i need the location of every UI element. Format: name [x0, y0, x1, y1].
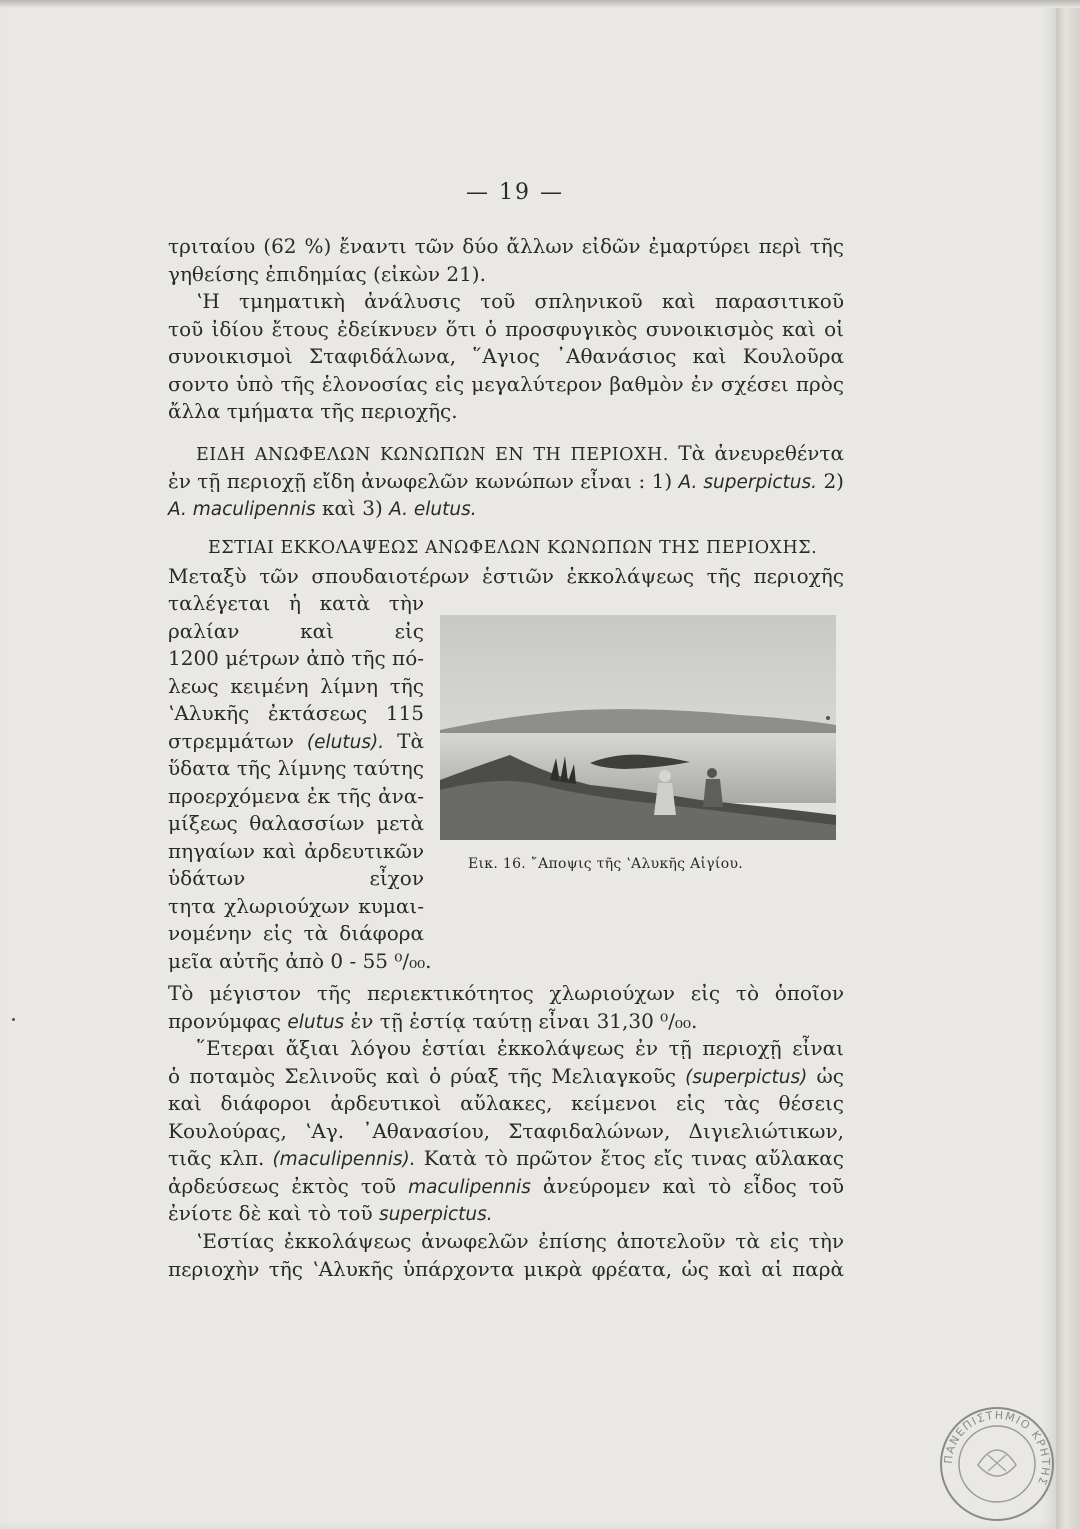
- text-line: γηθείσης ἐπιδημίας (εἰκὼν 21).: [168, 261, 486, 286]
- species-name: A. superpictus.: [678, 471, 818, 493]
- species-name: maculipennis: [408, 1176, 531, 1198]
- species-line: ἐν τῇ περιοχῇ εἴδη ἀνωφελῶν κωνώπων εἶναι : 1) A. superpictus. 2): [168, 468, 844, 493]
- text-line: ʽΗ τμηματικὴ ἀνάλυσις τοῦ σπληνικοῦ καὶ παρασιτικοῦ: [196, 289, 844, 313]
- species-name: (elutus).: [306, 731, 385, 753]
- species-line: A. maculipennis καὶ 3) A. elutus.: [168, 496, 477, 520]
- species-name: superpictus.: [378, 1204, 493, 1225]
- text-line: τοῦ ἰδίου ἔτους ἐδείκνυεν ὅτι ὁ προσφυγικὸς συνοικισμὸς καὶ οἱ: [168, 316, 844, 341]
- paragraph-other-foci: [168, 1035, 844, 1228]
- photo-caption: Εικ. 16. ῎Αποψις τῆς ʽΑλυκῆς Αἰγίου.: [468, 856, 744, 872]
- text-line: ἄλλα τμήματα τῆς περιοχῆς.: [168, 399, 458, 423]
- text-line: προερχόμενα ἐκ τῆς ἀνα-: [168, 783, 424, 808]
- speck: [12, 1018, 15, 1021]
- speck: [826, 716, 830, 720]
- text-line: σοντο ὑπὸ τῆς ἑλονοσίας εἰς μεγαλύτερον βαθμὸν ἐν σχέσει πρὸς: [168, 371, 844, 396]
- text-line: 1200 μέτρων ἀπὸ τῆς πό-: [168, 646, 424, 670]
- text-line: περιοχὴν τῆς ʽΑλυκῆς ὑπάρχοντα μικρὰ φρέατα, ὡς καὶ αἱ παρὰ: [168, 1256, 844, 1281]
- text-line: Τὸ μέγιστον τῆς περιεκτικότητος χλωριούχων εἰς τὸ ὁποῖον: [168, 981, 844, 1005]
- species-section: [168, 440, 844, 523]
- text-line: ραλίαν καὶ εἰς: [168, 618, 424, 643]
- species-name: (maculipennis).: [272, 1149, 416, 1170]
- text-line: ὕδατα τῆς λίμνης ταύτης: [168, 756, 424, 780]
- text-line: Μεταξὺ τῶν σπουδαιοτέρων ἑστιῶν ἐκκολάψεως τῆς περιοχῆς: [168, 563, 844, 588]
- university-stamp: [938, 1405, 1056, 1523]
- text-line: ὁ ποταμὸς Σελινοῦς καὶ ὁ ρύαξ τῆς Μελιαγκοῦς (superpictus) ὡς: [168, 1063, 844, 1088]
- section-heading: ΕΙΔΗ ΑΝΩΦΕΛΩΝ ΚΩΝΩΠΩΝ ΕΝ ΤΗ ΠΕΡΙΟΧΗ.: [196, 445, 669, 465]
- text-line: καὶ διάφοροι ἀρδευτικοὶ αὔλακες, κείμενοι εἰς τὰς θέσεις: [168, 1091, 844, 1115]
- text-line: ʽΑλυκῆς ἐκτάσεως 115: [168, 701, 424, 725]
- species-name: A. maculipennis: [168, 499, 316, 520]
- stamp-text: ΠΑΝΕΠΙΣΤΗΜΙΟ ΚΡΗΤΗΣ: [941, 1408, 1053, 1488]
- paragraph-wells: [168, 1228, 844, 1283]
- text-line: ὑδάτων εἶχον: [168, 866, 424, 890]
- text-line: προνύμφας elutus ἐν τῇ ἑστίᾳ ταύτῃ εἶναι 31,30 ⁰/₀₀.: [168, 1008, 698, 1033]
- species-heading-line: ΕΙΔΗ ΑΝΩΦΕΛΩΝ ΚΩΝΩΠΩΝ ΕΝ ΤΗ ΠΕΡΙΟΧΗ. Τὰ ἀνευρεθέντα: [196, 441, 844, 465]
- species-name: (superpictus): [685, 1066, 808, 1088]
- page-top-shadow: [0, 0, 1080, 8]
- text-line: τητα χλωριούχων κυμαι-: [168, 893, 424, 918]
- text-line: πηγαίων καὶ ἀρδευτικῶν: [168, 838, 424, 863]
- text-line: συνοικισμοὶ Σταφιδάλωνα, ῞Αγιος ᾿Αθανάσιος καὶ Κουλοῦρα: [168, 344, 844, 368]
- species-name: elutus: [287, 1011, 345, 1033]
- text-line: στρεμμάτων (elutus). Τὰ: [168, 728, 424, 753]
- text-line: λεως κειμένη λίμνη τῆς: [168, 673, 424, 698]
- page-edge: [1056, 0, 1080, 1529]
- text-line: ἀρδεύσεως ἐκτὸς τοῦ maculipennis ἀνεύρομεν καὶ τὸ εἶδος τοῦ: [168, 1173, 844, 1198]
- breeding-section: [168, 535, 844, 590]
- narrow-column: [168, 590, 432, 975]
- text-line: Κουλούρας, ʽΑγ. ᾿Αθανασίου, Σταφιδαλώνων, Διγιελιώτικων,: [168, 1118, 844, 1143]
- stamp-seal-icon: [938, 1405, 1056, 1523]
- text-line: ῞Ετεραι ἄξιαι λόγου ἑστίαι ἐκκολάψεως ἐν τῇ περιοχῇ εἶναι: [196, 1036, 844, 1060]
- lake-photo-illustration: [440, 615, 836, 840]
- species-name: A. elutus.: [389, 499, 477, 520]
- text-line: μίξεως θαλασσίων μετὰ: [168, 811, 424, 835]
- text-line: νομένην εἰς τὰ διάφορα: [168, 921, 424, 945]
- page-number: — 19 —: [466, 180, 564, 205]
- text-line: ταλέγεται ἡ κατὰ τὴν: [168, 591, 424, 615]
- text-line: τιᾶς κλπ. (maculipennis). Κατὰ τὸ πρῶτον ἔτος εἴς τινας αὔλακας: [168, 1146, 844, 1170]
- text-line: μεῖα αὐτῆς ἀπὸ 0 - 55 ⁰/₀₀.: [168, 948, 432, 973]
- text-line: τριταίου (62 %) ἔναντι τῶν δύο ἄλλων εἰδῶν ἐμαρτύρει περὶ τῆς: [168, 234, 844, 258]
- section-heading: ΕΣΤΙΑΙ ΕΚΚΟΛΑΨΕΩΣ ΑΝΩΦΕΛΩΝ ΚΩΝΩΠΩΝ ΤΗΣ ΠΕΡΙΟΧΗΣ.: [208, 538, 818, 558]
- paragraph-salinity: [168, 980, 844, 1035]
- paragraph-intro: [168, 233, 844, 426]
- text-line: ʽΕστίας ἐκκολάψεως ἀνωφελῶν ἐπίσης ἀποτελοῦν τὰ εἰς τὴν: [196, 1229, 844, 1253]
- text-line: ἐνίοτε δὲ καὶ τὸ τοῦ superpictus.: [168, 1201, 493, 1225]
- lake-photograph: [440, 615, 836, 840]
